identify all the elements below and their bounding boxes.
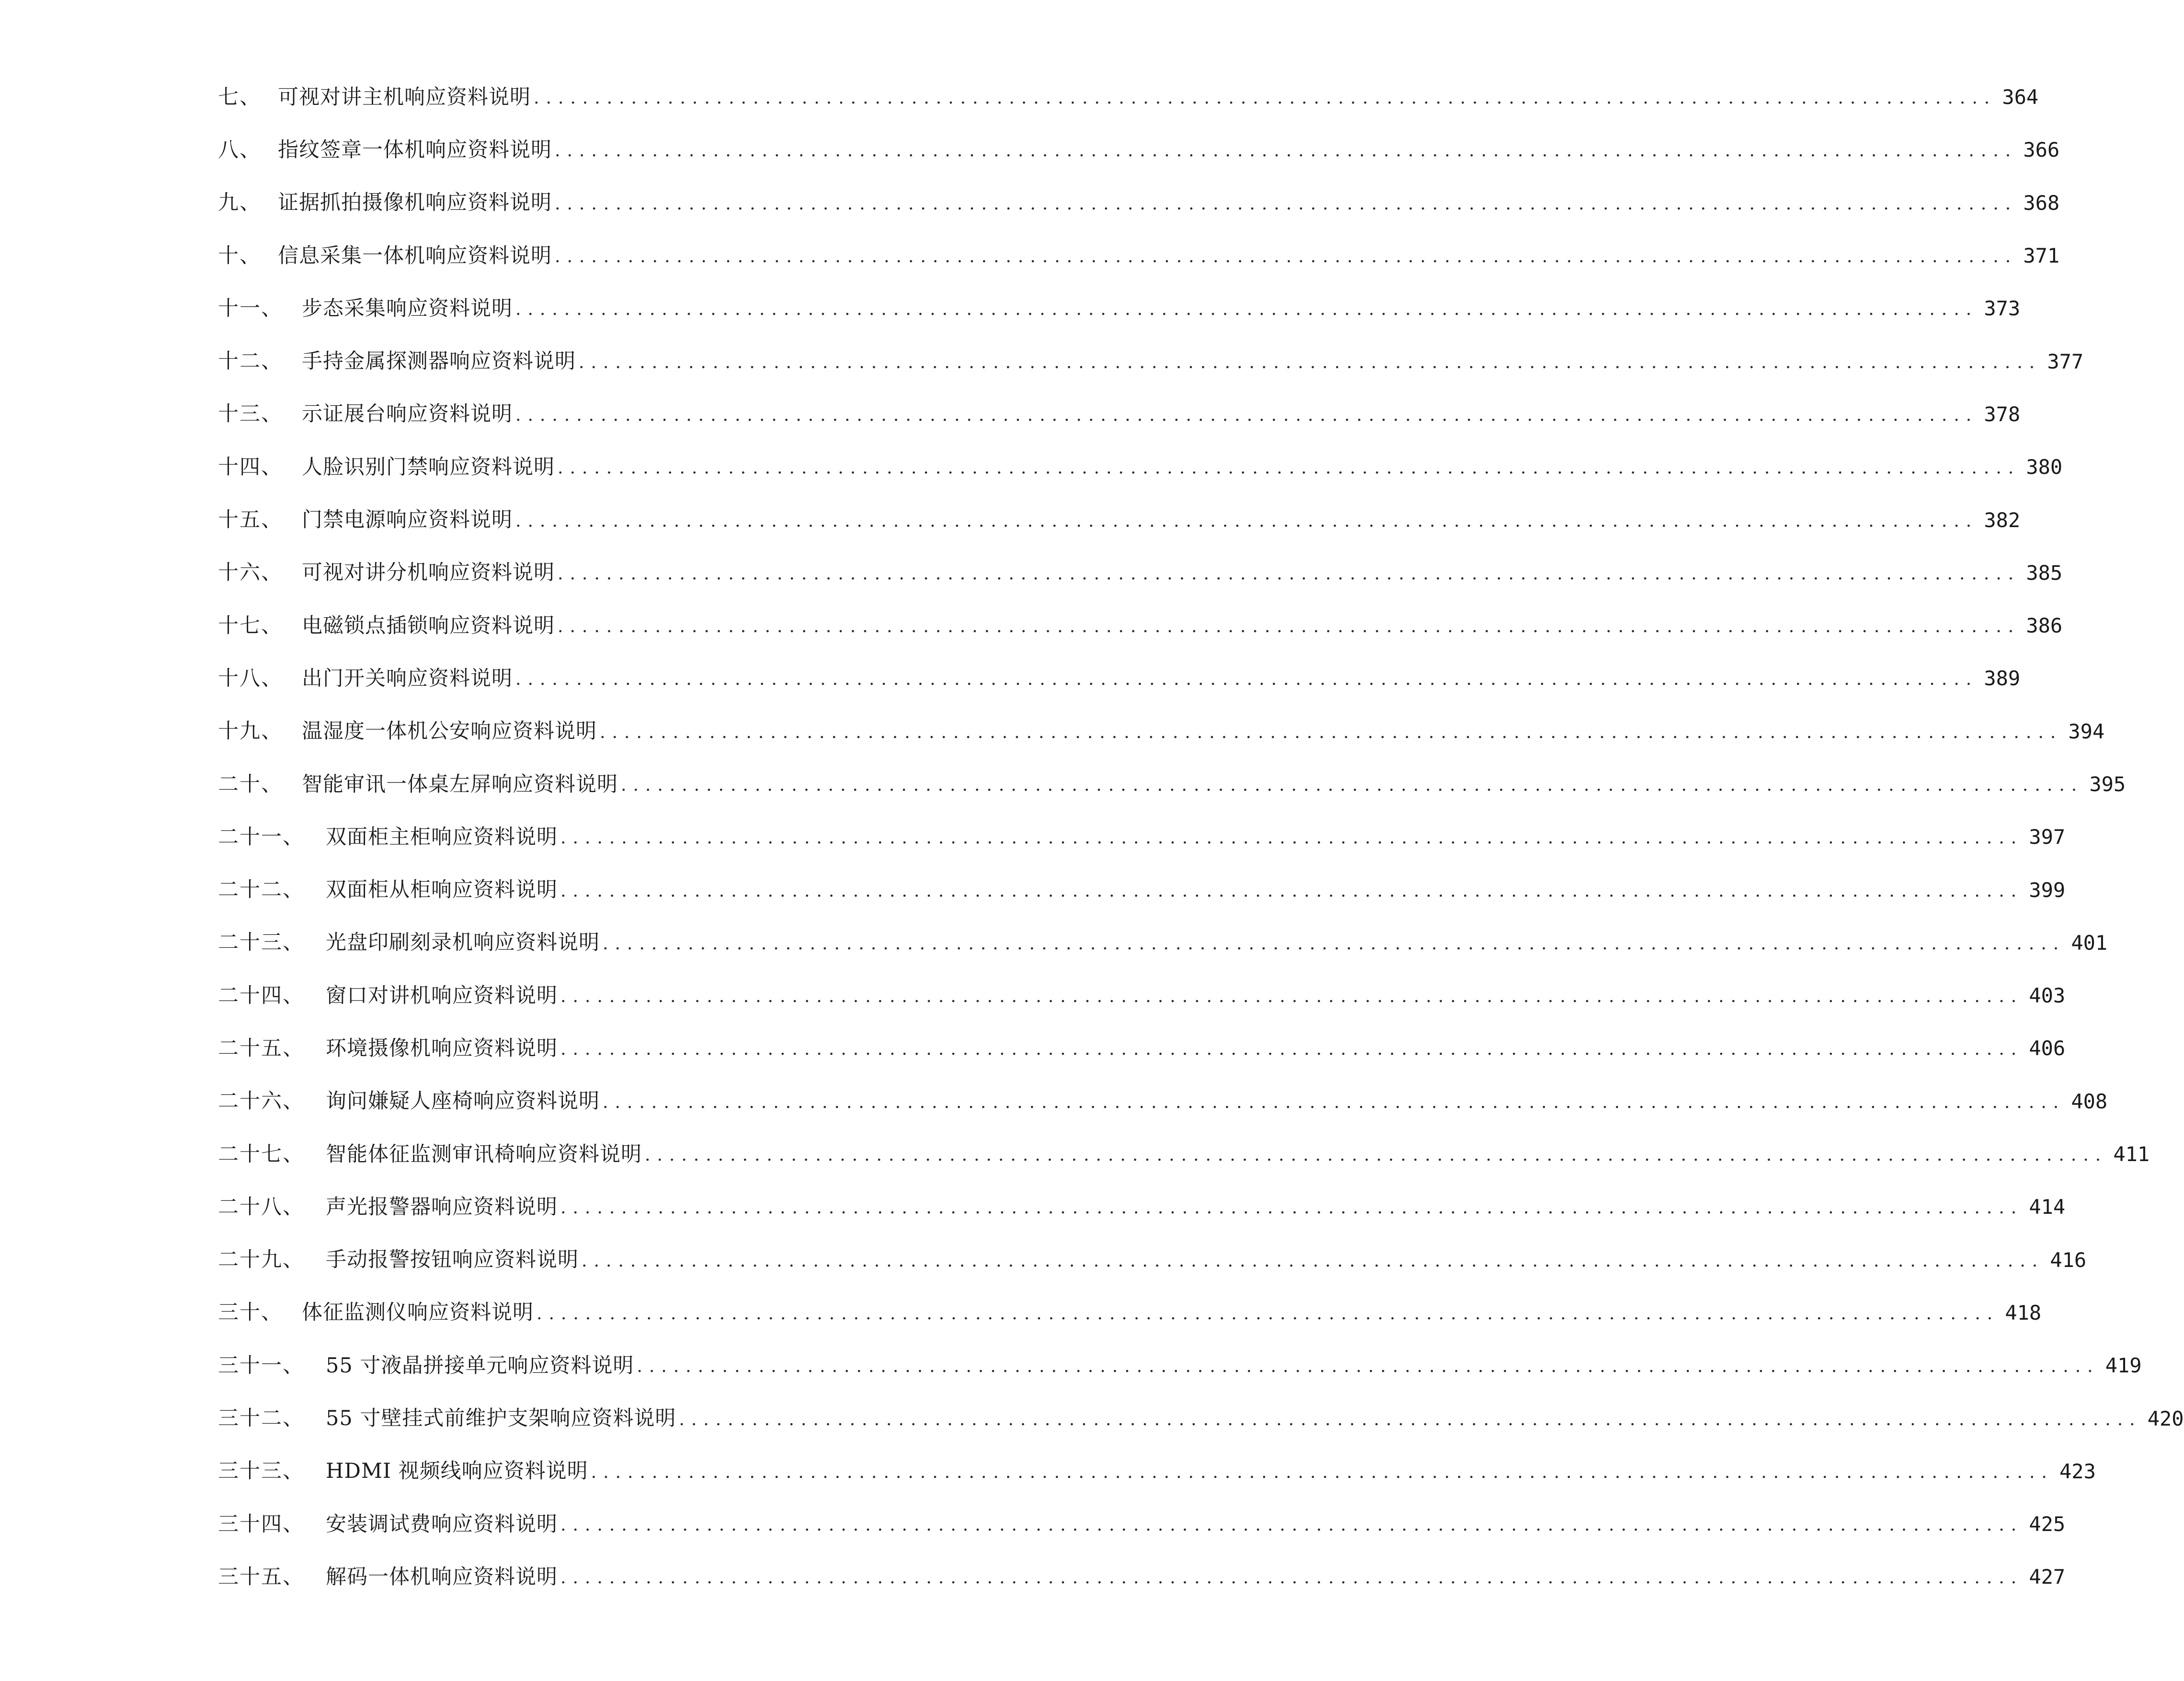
toc-entry-number: 三十五、	[218, 1565, 304, 1589]
toc-entry[interactable]	[218, 1339, 2142, 1392]
toc-dot-leader: ........................................................................................................................	[591, 1462, 2054, 1482]
toc-entry[interactable]	[218, 71, 2039, 124]
toc-dot-leader: ........................................................................................................................	[560, 1568, 2024, 1588]
toc-entry-page-number: 425	[2029, 1512, 2066, 1536]
toc-entry-page-number: 368	[2023, 191, 2060, 215]
toc-entry-number: 三十二、	[218, 1406, 304, 1431]
toc-entry-title[interactable]: 智能审讯一体桌左屏响应资料说明	[302, 772, 618, 796]
toc-entry-number: 十一、	[218, 296, 283, 321]
toc-entry[interactable]	[218, 969, 2066, 1022]
toc-entry-number: 十四、	[218, 455, 283, 479]
toc-entry-number: 三十一、	[218, 1353, 304, 1378]
toc-entry-number: 三十三、	[218, 1459, 304, 1484]
toc-entry-page-number: 411	[2113, 1142, 2150, 1166]
toc-dot-leader: ........................................................................................................................	[621, 775, 2084, 795]
toc-entry-title[interactable]: 询问嫌疑人座椅响应资料说明	[326, 1089, 600, 1114]
toc-entry-page-number: 420	[2147, 1406, 2184, 1430]
toc-entry-page-number: 401	[2071, 931, 2108, 955]
toc-entry-page-number: 366	[2023, 138, 2060, 162]
toc-entry-number: 十三、	[218, 402, 283, 426]
toc-entry-page-number: 403	[2029, 984, 2066, 1008]
toc-dot-leader: ........................................................................................................................	[537, 1303, 2000, 1324]
toc-dot-leader: ........................................................................................................................	[558, 564, 2021, 584]
toc-dot-leader: ........................................................................................................................	[560, 1515, 2024, 1535]
toc-entry-title[interactable]: 声光报警器响应资料说明	[326, 1195, 558, 1219]
toc-dot-leader: ........................................................................................................................	[515, 405, 1978, 425]
toc-entry-title[interactable]: 光盘印刷刻录机响应资料说明	[326, 931, 600, 955]
toc-entry[interactable]	[218, 1445, 2096, 1498]
toc-entry-title[interactable]: 步态采集响应资料说明	[302, 296, 513, 321]
toc-dot-leader: ........................................................................................................................	[515, 511, 1978, 531]
toc-entry-number: 二十六、	[218, 1089, 304, 1114]
toc-entry[interactable]	[218, 494, 2021, 546]
toc-entry-title[interactable]: 示证展台响应资料说明	[302, 402, 513, 426]
toc-entry[interactable]	[218, 1551, 2066, 1603]
toc-entry-title[interactable]: 人脸识别门禁响应资料说明	[302, 455, 555, 479]
toc-entry-number: 十二、	[218, 349, 283, 374]
toc-entry-page-number: 406	[2029, 1036, 2066, 1060]
toc-dot-leader: ........................................................................................................................	[637, 1357, 2100, 1377]
toc-entry[interactable]	[218, 282, 2021, 335]
toc-entry[interactable]	[218, 388, 2021, 441]
toc-entry-title[interactable]: 温湿度一体机公安响应资料说明	[302, 719, 597, 744]
toc-dot-leader: ........................................................................................................................	[645, 1145, 2108, 1165]
toc-entry[interactable]	[218, 177, 2060, 230]
toc-entry-title[interactable]: 信息采集一体机响应资料说明	[278, 243, 552, 268]
toc-entry[interactable]	[218, 335, 2084, 388]
toc-entry-title[interactable]: HDMI 视频线响应资料说明	[326, 1459, 588, 1484]
toc-dot-leader: ........................................................................................................................	[515, 669, 1978, 690]
toc-dot-leader: ........................................................................................................................	[555, 141, 2018, 161]
toc-entry-page-number: 371	[2023, 244, 2060, 268]
toc-entry[interactable]	[218, 917, 2108, 969]
toc-dot-leader: ........................................................................................................................	[560, 1198, 2024, 1218]
toc-entry[interactable]	[218, 1181, 2066, 1233]
toc-entry-page-number: 389	[1984, 667, 2021, 691]
toc-entry[interactable]	[218, 599, 2063, 652]
toc-entry-page-number: 414	[2029, 1195, 2066, 1219]
toc-entry-title[interactable]: 窗口对讲机响应资料说明	[326, 983, 558, 1008]
toc-entry[interactable]	[218, 652, 2021, 705]
toc-entry-page-number: 419	[2105, 1354, 2142, 1378]
toc-entry-number: 二十九、	[218, 1248, 304, 1272]
toc-entry[interactable]	[218, 811, 2066, 864]
toc-entry-page-number: 386	[2026, 614, 2063, 638]
toc-entry-page-number: 416	[2050, 1248, 2087, 1272]
toc-entry-page-number: 373	[1984, 297, 2021, 321]
toc-entry-page-number: 382	[1984, 508, 2021, 532]
toc-entry-number: 十七、	[218, 613, 283, 638]
toc-dot-leader: ........................................................................................................................	[560, 881, 2024, 901]
toc-entry[interactable]	[218, 705, 2105, 758]
toc-entry[interactable]	[218, 1287, 2042, 1339]
toc-entry[interactable]	[218, 758, 2126, 811]
toc-entry-title[interactable]: 双面柜主柜响应资料说明	[326, 825, 558, 849]
toc-entry-number: 二十三、	[218, 931, 304, 955]
toc-entry-number: 八、	[218, 138, 261, 162]
toc-entry-page-number: 423	[2059, 1459, 2096, 1483]
toc-dot-leader: ........................................................................................................................	[582, 1251, 2045, 1271]
toc-dot-leader: ........................................................................................................................	[600, 722, 2063, 742]
toc-entry-number: 二十一、	[218, 825, 304, 849]
toc-entry-page-number: 418	[2005, 1301, 2042, 1324]
toc-entry-title[interactable]: 55 寸液晶拼接单元响应资料说明	[326, 1353, 634, 1378]
toc-entry-title[interactable]: 可视对讲分机响应资料说明	[302, 561, 555, 585]
toc-entry-page-number: 385	[2026, 561, 2063, 585]
toc-entry-number: 三十、	[218, 1301, 283, 1325]
toc-entry-number: 十六、	[218, 561, 283, 585]
toc-entry-page-number: 377	[2047, 349, 2084, 373]
toc-entry-number: 三十四、	[218, 1512, 304, 1536]
toc-entry-title[interactable]: 双面柜从柜响应资料说明	[326, 878, 558, 902]
toc-entry-title[interactable]: 安装调试费响应资料说明	[326, 1512, 558, 1536]
toc-entry-number: 七、	[218, 85, 261, 109]
toc-entry-title[interactable]: 环境摄像机响应资料说明	[326, 1036, 558, 1060]
toc-entry[interactable]	[218, 124, 2060, 176]
toc-entry-number: 二十二、	[218, 878, 304, 902]
toc-entry-title[interactable]: 55 寸壁挂式前维护支架响应资料说明	[326, 1406, 676, 1431]
toc-dot-leader: ........................................................................................................................	[560, 828, 2024, 848]
toc-entry-title[interactable]: 电磁锁点插锁响应资料说明	[302, 613, 555, 638]
toc-entry-number: 二十五、	[218, 1036, 304, 1060]
toc-entry-page-number: 399	[2029, 878, 2066, 902]
toc-entry-title[interactable]: 指纹签章一体机响应资料说明	[278, 138, 552, 162]
toc-entry[interactable]	[218, 1128, 2150, 1181]
toc-entry-page-number: 397	[2029, 825, 2066, 849]
toc-dot-leader: ........................................................................................................................	[603, 1092, 2066, 1112]
toc-entry-page-number: 427	[2029, 1565, 2066, 1589]
toc-entry[interactable]	[218, 547, 2063, 599]
toc-dot-leader: ........................................................................................................................	[560, 1039, 2024, 1059]
toc-dot-leader: ........................................................................................................................	[679, 1409, 2142, 1429]
toc-entry-page-number: 378	[1984, 402, 2021, 426]
toc-entry-number: 十五、	[218, 508, 283, 532]
toc-entry-page-number: 380	[2026, 455, 2063, 479]
toc-entry-title[interactable]: 体征监测仪响应资料说明	[302, 1301, 534, 1325]
toc-entry-number: 九、	[218, 191, 261, 215]
toc-entry[interactable]	[218, 441, 2063, 494]
table-of-contents	[218, 71, 2184, 1604]
toc-dot-leader: ........................................................................................................................	[579, 352, 2042, 372]
toc-entry-number: 十八、	[218, 666, 283, 691]
toc-entry-title[interactable]: 出门开关响应资料说明	[302, 666, 513, 691]
toc-entry-title[interactable]: 智能体征监测审讯椅响应资料说明	[326, 1142, 642, 1166]
toc-dot-leader: ........................................................................................................................	[558, 458, 2021, 478]
toc-entry[interactable]	[218, 1022, 2066, 1075]
toc-entry-number: 二十八、	[218, 1195, 304, 1219]
toc-entry-number: 二十四、	[218, 983, 304, 1008]
toc-dot-leader: ........................................................................................................................	[555, 194, 2018, 214]
toc-dot-leader: ........................................................................................................................	[560, 987, 2024, 1007]
toc-entry-title[interactable]: 手持金属探测器响应资料说明	[302, 349, 576, 374]
toc-dot-leader: ........................................................................................................................	[515, 299, 1978, 320]
toc-entry[interactable]	[218, 1234, 2087, 1287]
toc-entry-number: 二十七、	[218, 1142, 304, 1166]
toc-entry-title[interactable]: 可视对讲主机响应资料说明	[278, 85, 531, 109]
toc-entry-number: 二十、	[218, 772, 283, 796]
toc-entry-page-number: 408	[2071, 1089, 2108, 1113]
toc-entry-page-number: 394	[2068, 719, 2105, 743]
toc-entry-page-number: 395	[2089, 772, 2126, 796]
toc-entry-number: 十九、	[218, 719, 283, 744]
toc-dot-leader: ........................................................................................................................	[534, 88, 1997, 108]
toc-entry-title[interactable]: 解码一体机响应资料说明	[326, 1565, 558, 1589]
toc-entry[interactable]	[218, 864, 2066, 916]
toc-entry[interactable]	[218, 1075, 2108, 1128]
toc-dot-leader: ........................................................................................................................	[555, 247, 2018, 267]
toc-entry[interactable]	[218, 230, 2060, 282]
toc-entry-title[interactable]: 手动报警按钮响应资料说明	[326, 1248, 579, 1272]
toc-entry[interactable]	[218, 1392, 2184, 1445]
toc-dot-leader: ........................................................................................................................	[558, 617, 2021, 637]
toc-entry-page-number: 364	[2002, 85, 2039, 109]
toc-entry[interactable]	[218, 1498, 2066, 1551]
toc-entry-title[interactable]: 证据抓拍摄像机响应资料说明	[278, 191, 552, 215]
toc-entry-number: 十、	[218, 243, 261, 268]
toc-dot-leader: ........................................................................................................................	[603, 933, 2066, 954]
toc-entry-title[interactable]: 门禁电源响应资料说明	[302, 508, 513, 532]
